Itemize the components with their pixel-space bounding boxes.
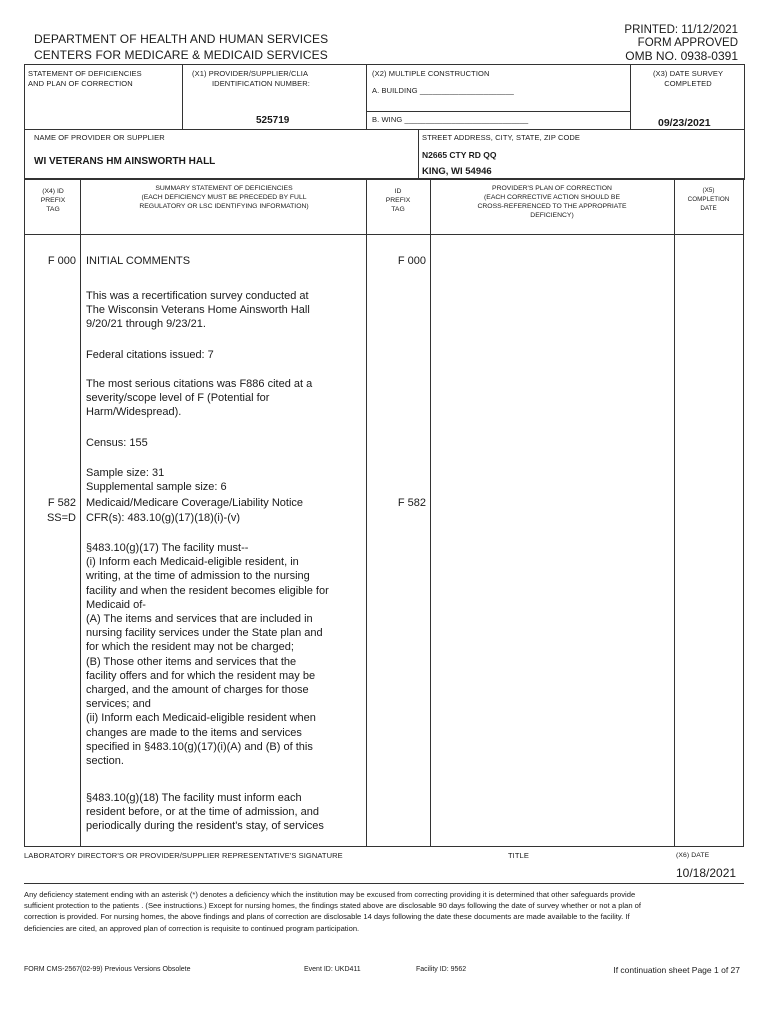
address-line-2: KING, WI 54946 (422, 166, 492, 177)
sample-size: Sample size: 31 Supplemental sample size: 6 (86, 467, 227, 494)
regulation-text-g17: §483.10(g)(17) The facility must-- (i) Inform each Medicaid-eligible resident, in writing, at the time of admission to the nursing facility and when the resident becomes eligible for Medicaid of- (A) The items and services that are included in nursing facility services under the State plan and for which the resident may not be charged; (B) Those other items and services that the facility offers and for which the resident may be charged, and the amount of charges for those services; and (ii) Inform each Medicaid-eligible resident when changes are made to the items and services specified in §483.10(g)(17)(i)(A) and (B) of this section. (86, 542, 329, 768)
most-serious-citation: The most serious citations was F886 cited at a severity/scope level of F (Potential for Harm/Widespread). (86, 378, 313, 419)
survey-intro-paragraph: This was a recertification survey conducted at The Wisconsin Veterans Home Ainsworth Hall 9/20/21 through 9/23/21. (86, 290, 310, 331)
x5-column-header: (X5) COMPLETION DATE (687, 187, 730, 212)
f582-cfr: CFR(s): 483.10(g)(17)(18)(i)-(v) (86, 512, 241, 524)
form-id: FORM CMS-2567(02-99) Previous Versions Obsolete (24, 966, 191, 973)
provider-id-number: 525719 (256, 115, 290, 126)
facility-id: Facility ID: 9562 (416, 966, 467, 973)
form-approved: FORM APPROVED (637, 37, 738, 49)
tag-f000-plan: F 000 (397, 255, 426, 267)
date-label: (X6) DATE (676, 852, 710, 859)
id-column-header: ID PREFIX TAG (385, 188, 411, 213)
heading-initial-comments: INITIAL COMMENTS (86, 255, 191, 267)
x1-label: (X1) PROVIDER/SUPPLIER/CLIA IDENTIFICATION NUMBER: (192, 69, 310, 88)
address-line-1: N2665 CTY RD QQ (422, 150, 497, 160)
summary-column-header: SUMMARY STATEMENT OF DEFICIENCIES (EACH DEFICIENCY MUST BE PRECEDED BY FULL REGULATORY OR LSC IDENTIFYING INFORMATION) (139, 185, 309, 210)
regulation-text-g18: §483.10(g)(18) The facility must inform each resident before, or at the time of admission, and periodically during the resident's stay, of services (86, 792, 324, 833)
agency-header (34, 31, 328, 63)
tag-f582-plan: F 582 (397, 497, 426, 509)
signature-date: 10/18/2021 (676, 866, 737, 880)
provider-name-label: NAME OF PROVIDER OR SUPPLIER (34, 133, 165, 142)
x2-label: (X2) MULTIPLE CONSTRUCTION (372, 69, 490, 78)
provider-name: WI VETERANS HM AINSWORTH HALL (34, 156, 216, 167)
agency-line-1: DEPARTMENT OF HEALTH AND HUMAN SERVICES (34, 32, 329, 46)
building-label: A. BUILDING ______________________ (372, 86, 514, 95)
continuation-page: If continuation sheet Page 1 of 27 (613, 965, 740, 975)
statement-label: STATEMENT OF DEFICIENCIES AND PLAN OF CORRECTION (28, 69, 142, 88)
x3-label: (X3) DATE SURVEY COMPLETED (652, 69, 724, 88)
title-label: TITLE (508, 851, 529, 860)
census: Census: 155 (86, 437, 148, 449)
address-label: STREET ADDRESS, CITY, STATE, ZIP CODE (422, 133, 581, 142)
tag-f582: F 582 (47, 497, 76, 509)
signature-label: LABORATORY DIRECTOR'S OR PROVIDER/SUPPLIER REPRESENTATIVE'S SIGNATURE (24, 851, 343, 860)
x4-column-header: (X4) ID PREFIX TAG (40, 188, 66, 213)
agency-line-2: CENTERS FOR MEDICARE & MEDICAID SERVICES (34, 48, 328, 62)
f582-title: Medicaid/Medicare Coverage/Liability Notice (86, 497, 304, 509)
tag-f000: F 000 (47, 255, 76, 267)
print-info (624, 24, 738, 63)
tag-scope-severity: SS=D (46, 512, 76, 524)
omb-number: OMB NO. 0938-0391 (625, 49, 738, 63)
wing-label: B. WING _____________________________ (372, 115, 529, 124)
citations-issued: Federal citations issued: 7 (86, 349, 214, 361)
survey-completed-date: 09/23/2021 (658, 117, 711, 129)
plan-column-header: PROVIDER'S PLAN OF CORRECTION (EACH CORRECTIVE ACTION SHOULD BE CROSS-REFERENCED TO THE APPROPRIATE DEFICIENCY) (477, 185, 627, 219)
event-id: Event ID: UKD411 (304, 966, 361, 973)
printed-date: PRINTED: 11/12/2021 (624, 24, 738, 36)
disclaimer-text: Any deficiency statement ending with an asterisk (*) denotes a deficiency which the institution may be excused from correcting providing it is determined that other safeguards provide sufficient protection to the patients . (See instructions.) Except for nursing homes, the findings stated above are disclosable 90 days following the date of survey whether or not a plan of correction is provided. For nursing homes, the above findings and plans of correction are disclosable 14 days following the date these documents are made available to the facility. If deficiencies are cited, an approved plan of correction is requisite to continued program participation. (24, 890, 641, 933)
